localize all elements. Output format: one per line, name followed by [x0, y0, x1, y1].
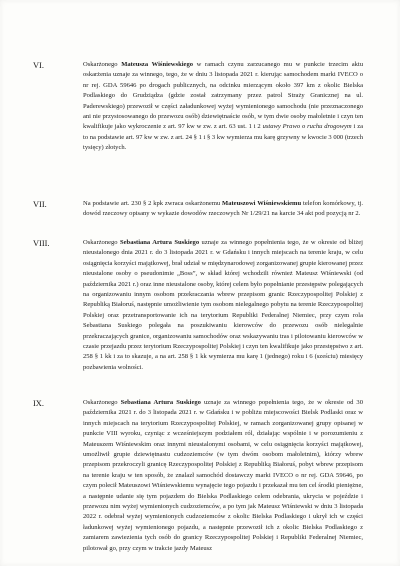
- body-text-run: uznaje za winnego popełnienia tego, że w okresie od 30 października 2021 r. do 3 listopada 2021 r. w Gdańsku i w pobliżu miejscowości Bielsk Podlaski oraz w innych miejscach na terytorium Rzeczypospolitej Polskiej, w ramach zorganizowanej grupy opisanej w punkcie VIII wyroku, czyniąc z wcześniejszym podziałem ról, działając wspólnie i w porozumieniu z Mateuszem Wiśniewskim oraz innymi nieustalonymi osobami, w celu osiągnięcia korzyści majątkowej, umożliwił grupie dziewiętnastu cudzoziemców (w tym dwóm osobom małoletnim), którzy wbrew przepisom przekroczyli granicę Rzeczypospolitej Polskiej z Republiką Białoruś, pobyt wbrew przepisom na terenie kraju w ten sposób, że znalazł samochód dostawczy marki IVECO o nr rej. GDA 59646, po czym polecił Mateuszowi Wiśniewskiemu wynajęcie tego pojazdu i przekazał mu ten cel środki pieniężne, a następnie udanie się tym pojazdem do Bielska Podlaskiego celem odebrania, ukrycia w pojeździe i przewozu nim wyżej wymienionych cudzoziemców, a po tym jak Mateusz Wiśniewski w dniu 3 listopada 2022 r. odebrał wyżej wymienionych cudzoziemców z okolic Bielska Podlaskiego i ukrył ich w części ładunkowej wyżej wymienionego pojazdu, a następnie przewoził ich z okolic Bielska Podlaskiego z zamiarem zawiezienia tych osób do granicy Rzeczypospolitej Polskiej i Republiki Federalnej Niemiec, pilotował go, przy czym w trakcie jazdy Mateusz: [83, 399, 363, 552]
- section-body: [83, 60, 363, 154]
- bold-name-text: Mateusza Wiśniewskiego: [121, 61, 194, 68]
- body-text-run: w ramach czynu zarzucanego mu w punkcie trzecim aktu oskarżenia uznaje za winnego, tego, że w dniu 3 listopada 2021 r. kierując samochodem marki IVECO o nr rej. GDA 59646 po drogach publicznych, na odcinku mierzącym około 397 km z okolic Bielska Podlaskiego do Grudziądza (gdzie został zatrzymany przez patrol Straży Granicznej na ul. Paderewskiego) przewoził w części załadunkowej wyżej wymienionego samochodu (nie przeznaczonego ani nie przystosowanego do przewozu osób) dziewiętnaście osób, w tym dwie osoby małoletnie i czyn ten kwalifikuje jako wykroczenie z art. 97 kw w zw. z art. 63 ust. 1 i 2: [83, 61, 364, 131]
- section-body: [83, 398, 363, 554]
- body-text-run: Oskarżonego: [83, 399, 121, 406]
- section-numeral: IX.: [33, 399, 44, 408]
- section-numeral: VIII.: [33, 239, 50, 248]
- body-text-run: telefon komórkowy, tj. dowód rzeczowy opisany w wykazie dowodów rzeczowych Nr 1/29/21 na karcie 34 akt pod pozycją nr 2.: [83, 200, 364, 218]
- body-text-run: Na podstawie art. 230 § 2 kpk zwraca oskarżonemu: [83, 200, 223, 207]
- bold-name-text: Sebastiana Artura Suskiego: [120, 399, 201, 406]
- section-numeral: VII.: [33, 200, 47, 209]
- bold-name-text: Sebastiana Artura Suskiego: [120, 239, 200, 246]
- body-text-run: Oskarżonego: [83, 61, 122, 68]
- body-text-run: uznaje za winnego popełnienia tego, że w okresie od bliżej nieustalonego dnia 2021 r. do 3 listopada 2021 r. w Gdańsku i innych miejscach na terenie kraju, w celu osiągnięcia korzyści majątkowej, brał udział w międzynarodowej zorganizowanej grupie kierowanej przez nieustalone osoby o pseudonimie „Boss”, w skład której wchodzili również Mateusz Wiśniewski (od października 2021 r.) oraz inne nieustalone osoby, której celem było popełnianie przestępstw polegających na organizowaniu innym osobom przekraczania wbrew przepisom granic Rzeczypospolitej Polskiej z Republiką Białoruś, następnie umożliwienie tym osobom nielegalnego pobytu na terenie Rzeczypospolitej Polskiej oraz przetransportowanie ich na terytorium Republiki Federalnej Niemiec, przy czym rola Sebastiana Suskiego polegała na poszukiwaniu kierowców do przewozu osób nielegalnie przekraczających granice, organizowaniu samochodów oraz wskazywaniu tras i pilotowaniu kierowców w czasie przejazdu przez terytorium Rzeczypospolitej Polskiej i czyn ten kwalifikuje jako przestępstwo z art. 258 § 1 kk i za to skazuje, a na art. 258 § 1 kk wymierza mu karę 1 (jednego) roku i 6 (sześciu) miesięcy pozbawienia wolności.: [83, 239, 363, 371]
- section-numeral: VI.: [33, 61, 44, 70]
- bold-name-text: Mateuszowi Wiśniewskiemu: [222, 200, 302, 207]
- section-body: [83, 199, 363, 220]
- body-text-run: i za to na podstawie art. 97 kw w zw. z art. 24 § 1 i § 3 kw wymierza mu karę grzywny w kwocie 3 000 (trzech tysięcy) złotych.: [83, 123, 364, 152]
- body-text-run: Oskarżonego: [83, 239, 120, 246]
- italic-statute-text: ustawy Prawo o ruchu drogowym: [262, 123, 352, 131]
- section-body: [83, 238, 363, 373]
